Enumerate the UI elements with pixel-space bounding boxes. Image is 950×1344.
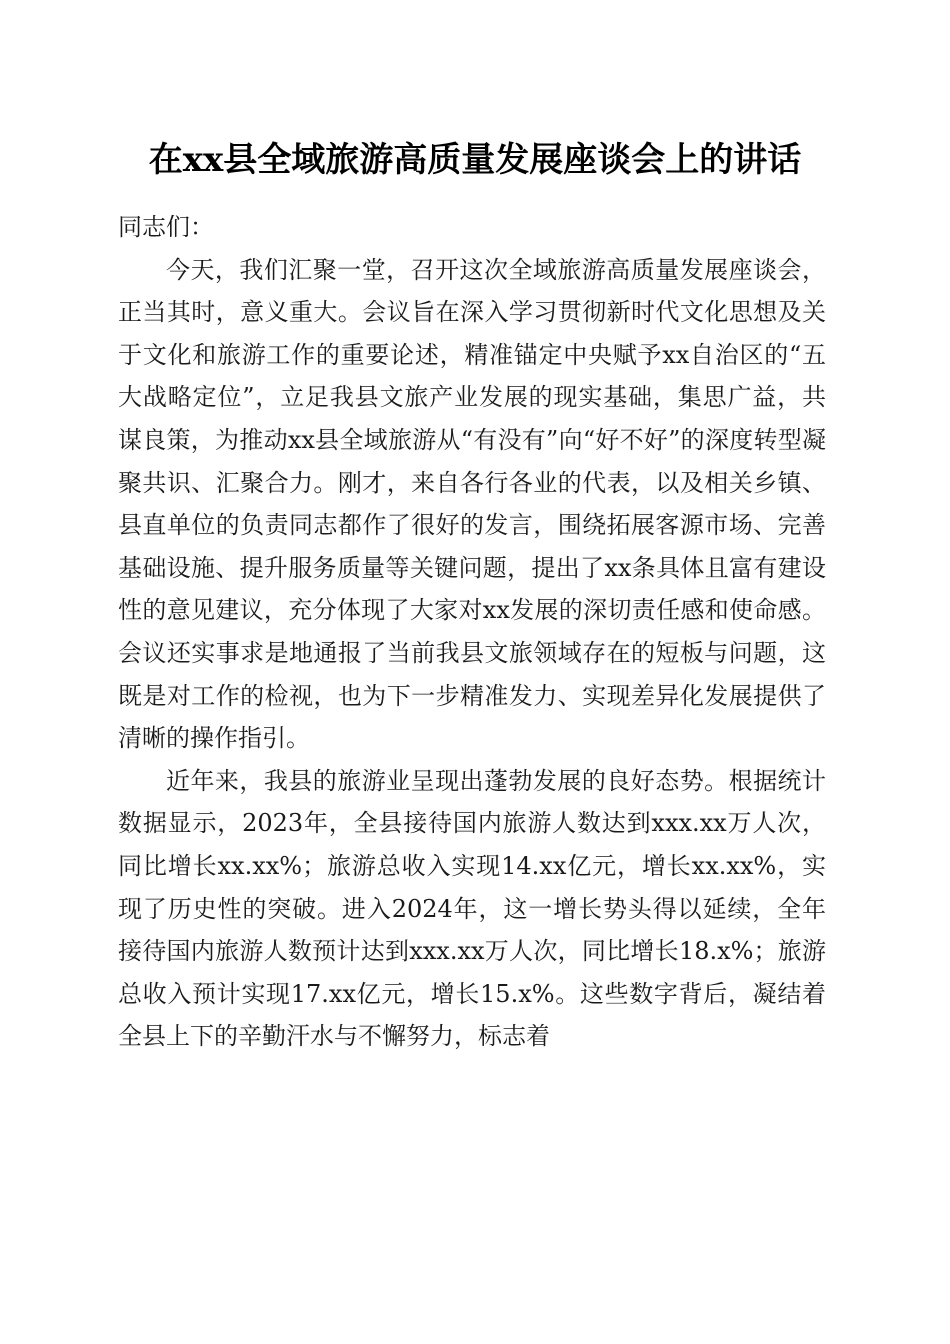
salutation: 同志们： <box>118 213 214 241</box>
paragraph-2: 近年来，我县的旅游业呈现出蓬勃发展的良好态势。根据统计数据显示，2023年，全县接待国内旅游人数达到xxx.xx万人次，同比增长xx.xx%；旅游总收入实现14.xx亿元，增长xx.xx%，实现了历史性的突破。进入2024年，这一增长势头得以延续，全年接待国内旅游人数预计达到xxx.xx万人次，同比增长18.x%；旅游总收入预计实现17.xx亿元，增长15.x%。这些数字背后，凝结着全县上下的辛勤汗水与不懈努力，标志着 <box>118 766 826 1051</box>
document-body <box>118 206 826 1058</box>
document-title: 在xx县全域旅游高质量发展座谈会上的讲话 <box>148 140 802 180</box>
paragraph-1: 今天，我们汇聚一堂，召开这次全域旅游高质量发展座谈会，正当其时，意义重大。会议旨在深入学习贯彻新时代文化思想及关于文化和旅游工作的重要论述，精准锚定中央赋予xx自治区的“五大战略定位”，立足我县文旅产业发展的现实基础，集思广益，共谋良策，为推动xx县全域旅游从“有没有”向“好不好”的深度转型凝聚共识、汇聚合力。刚才，来自各行各业的代表，以及相关乡镇、县直单位的负责同志都作了很好的发言，围绕拓展客源市场、完善基础设施、提升服务质量等关键问题，提出了xx条具体且富有建设性的意见建议，充分体现了大家对xx发展的深切责任感和使命感。会议还实事求是地通报了当前我县文旅领域存在的短板与问题，这既是对工作的检视，也为下一步精准发力、实现差异化发展提供了清晰的操作指引。 <box>118 255 826 753</box>
